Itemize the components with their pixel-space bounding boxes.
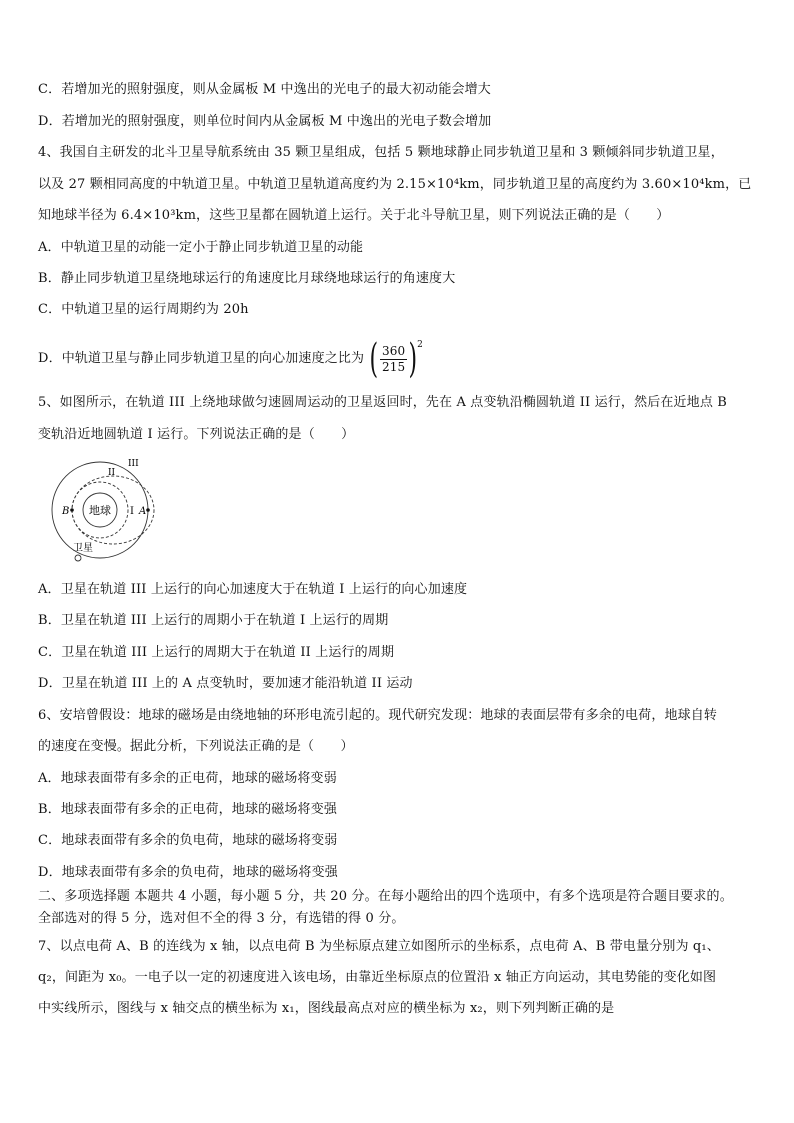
fraction-denominator: 215 bbox=[381, 359, 406, 374]
point-a bbox=[146, 508, 150, 512]
q6-option-a: A．地球表面带有多余的正电荷，地球的磁场将变弱 bbox=[38, 771, 337, 786]
q3-option-d: D．若增加光的照射强度，则单位时间内从金属板 M 中逸出的光电子数会增加 bbox=[38, 114, 492, 129]
q6-stem-line1: 6、安培曾假设：地球的磁场是由绕地轴的环形电流引起的。现代研究发现：地球的表面层带有多余的电荷，地球自转 bbox=[38, 708, 718, 723]
satellite-label: 卫星 bbox=[73, 543, 93, 554]
q6-stem-line2: 的速度在变慢。据此分析，下列说法正确的是（ ） bbox=[38, 739, 354, 754]
q5-option-b: B．卫星在轨道 III 上运行的周期小于在轨道 I 上运行的周期 bbox=[38, 613, 389, 628]
q6-option-d: D．地球表面带有多余的负电荷，地球的磁场将变强 bbox=[38, 865, 338, 880]
section2-instructions-line2: 全部选对的得 5 分，选对但不全的得 3 分，有选错的得 0 分。 bbox=[38, 911, 405, 926]
q4-stem-line2: 以及 27 颗相同高度的中轨道卫星。中轨道卫星轨道高度约为 2.15×10⁴km，同步轨道卫星的高度约为 3.60×10⁴km，已 bbox=[38, 177, 752, 192]
q4-option-d-text: D．中轨道卫星与静止同步轨道卫星的向心加速度之比为 bbox=[38, 351, 365, 366]
q5-option-a: A．卫星在轨道 III 上运行的向心加速度大于在轨道 I 上运行的向心加速度 bbox=[38, 582, 468, 597]
label-orbit-ii: II bbox=[108, 468, 116, 478]
q7-stem-line3: 中实线所示，图线与 x 轴交点的横坐标为 x₁，图线最高点对应的横坐标为 x₂，则下列判断正确的是 bbox=[38, 1001, 615, 1016]
q4-option-b: B．静止同步轨道卫星绕地球运行的角速度比月球绕地球运行的角速度大 bbox=[38, 271, 456, 286]
fraction bbox=[380, 344, 407, 375]
q3-option-c: C．若增加光的照射强度，则从金属板 M 中逸出的光电子的最大初动能会增大 bbox=[38, 82, 491, 97]
earth-label: 地球 bbox=[89, 504, 111, 517]
q5-stem-line1: 5、如图所示，在轨道 III 上绕地球做匀速圆周运动的卫星返回时，先在 A 点变轨沿椭圆轨道 II 运行，然后在近地点 B bbox=[38, 395, 727, 410]
fraction-numerator: 360 bbox=[381, 343, 406, 358]
point-b bbox=[70, 508, 74, 512]
q4-option-a: A．中轨道卫星的动能一定小于静止同步轨道卫星的动能 bbox=[38, 240, 364, 255]
q4-option-d bbox=[38, 338, 766, 380]
q7-stem-line1: 7、以点电荷 A、B 的连线为 x 轴，以点电荷 B 为坐标原点建立如图所示的坐标系，点电荷 A、B 带电量分别为 q₁、 bbox=[38, 939, 720, 954]
q7-stem-line2: q₂，间距为 x₀。一电子以一定的初速度进入该电场，由靠近坐标原点的位置沿 x 轴正方向运动，其电势能的变化如图 bbox=[38, 970, 717, 985]
fraction-exponent: 2 bbox=[417, 340, 423, 350]
q6-option-b: B．地球表面带有多余的正电荷，地球的磁场将变强 bbox=[38, 802, 338, 817]
q4-option-c: C．中轨道卫星的运行周期约为 20h bbox=[38, 302, 249, 317]
ratio-expression bbox=[366, 336, 423, 382]
orbit-diagram bbox=[40, 455, 170, 575]
q6-option-c: C．地球表面带有多余的负电荷，地球的磁场将变弱 bbox=[38, 833, 338, 848]
q5-option-d: D．卫星在轨道 III 上的 A 点变轨时，要加速才能沿轨道 II 运动 bbox=[38, 676, 413, 691]
label-orbit-i: I bbox=[130, 506, 134, 517]
q4-stem-line3: 知地球半径为 6.4×10³km，这些卫星都在圆轨道上运行。关于北斗导航卫星，则下列说法正确的是（ ） bbox=[38, 208, 670, 223]
left-paren: ( bbox=[369, 336, 379, 382]
satellite-icon bbox=[75, 555, 81, 561]
section2-instructions-line1: 二、多项选择题 本题共 4 小题，每小题 5 分，共 20 分。在每小题给出的四个选项中，有多个选项是符合题目要求的。 bbox=[38, 889, 733, 904]
q4-stem-line1: 4、我国自主研发的北斗卫星导航系统由 35 颗卫星组成，包括 5 颗地球静止同步轨道卫星和 3 颗倾斜同步轨道卫星， bbox=[38, 145, 724, 160]
q5-option-c: C．卫星在轨道 III 上运行的周期大于在轨道 II 上运行的周期 bbox=[38, 645, 395, 660]
q5-stem-line2: 变轨沿近地圆轨道 I 运行。下列说法正确的是（ ） bbox=[38, 427, 355, 442]
right-paren: ) bbox=[408, 336, 418, 382]
label-a: A bbox=[139, 506, 147, 517]
label-b: B bbox=[62, 506, 70, 517]
label-orbit-iii: III bbox=[128, 459, 139, 469]
